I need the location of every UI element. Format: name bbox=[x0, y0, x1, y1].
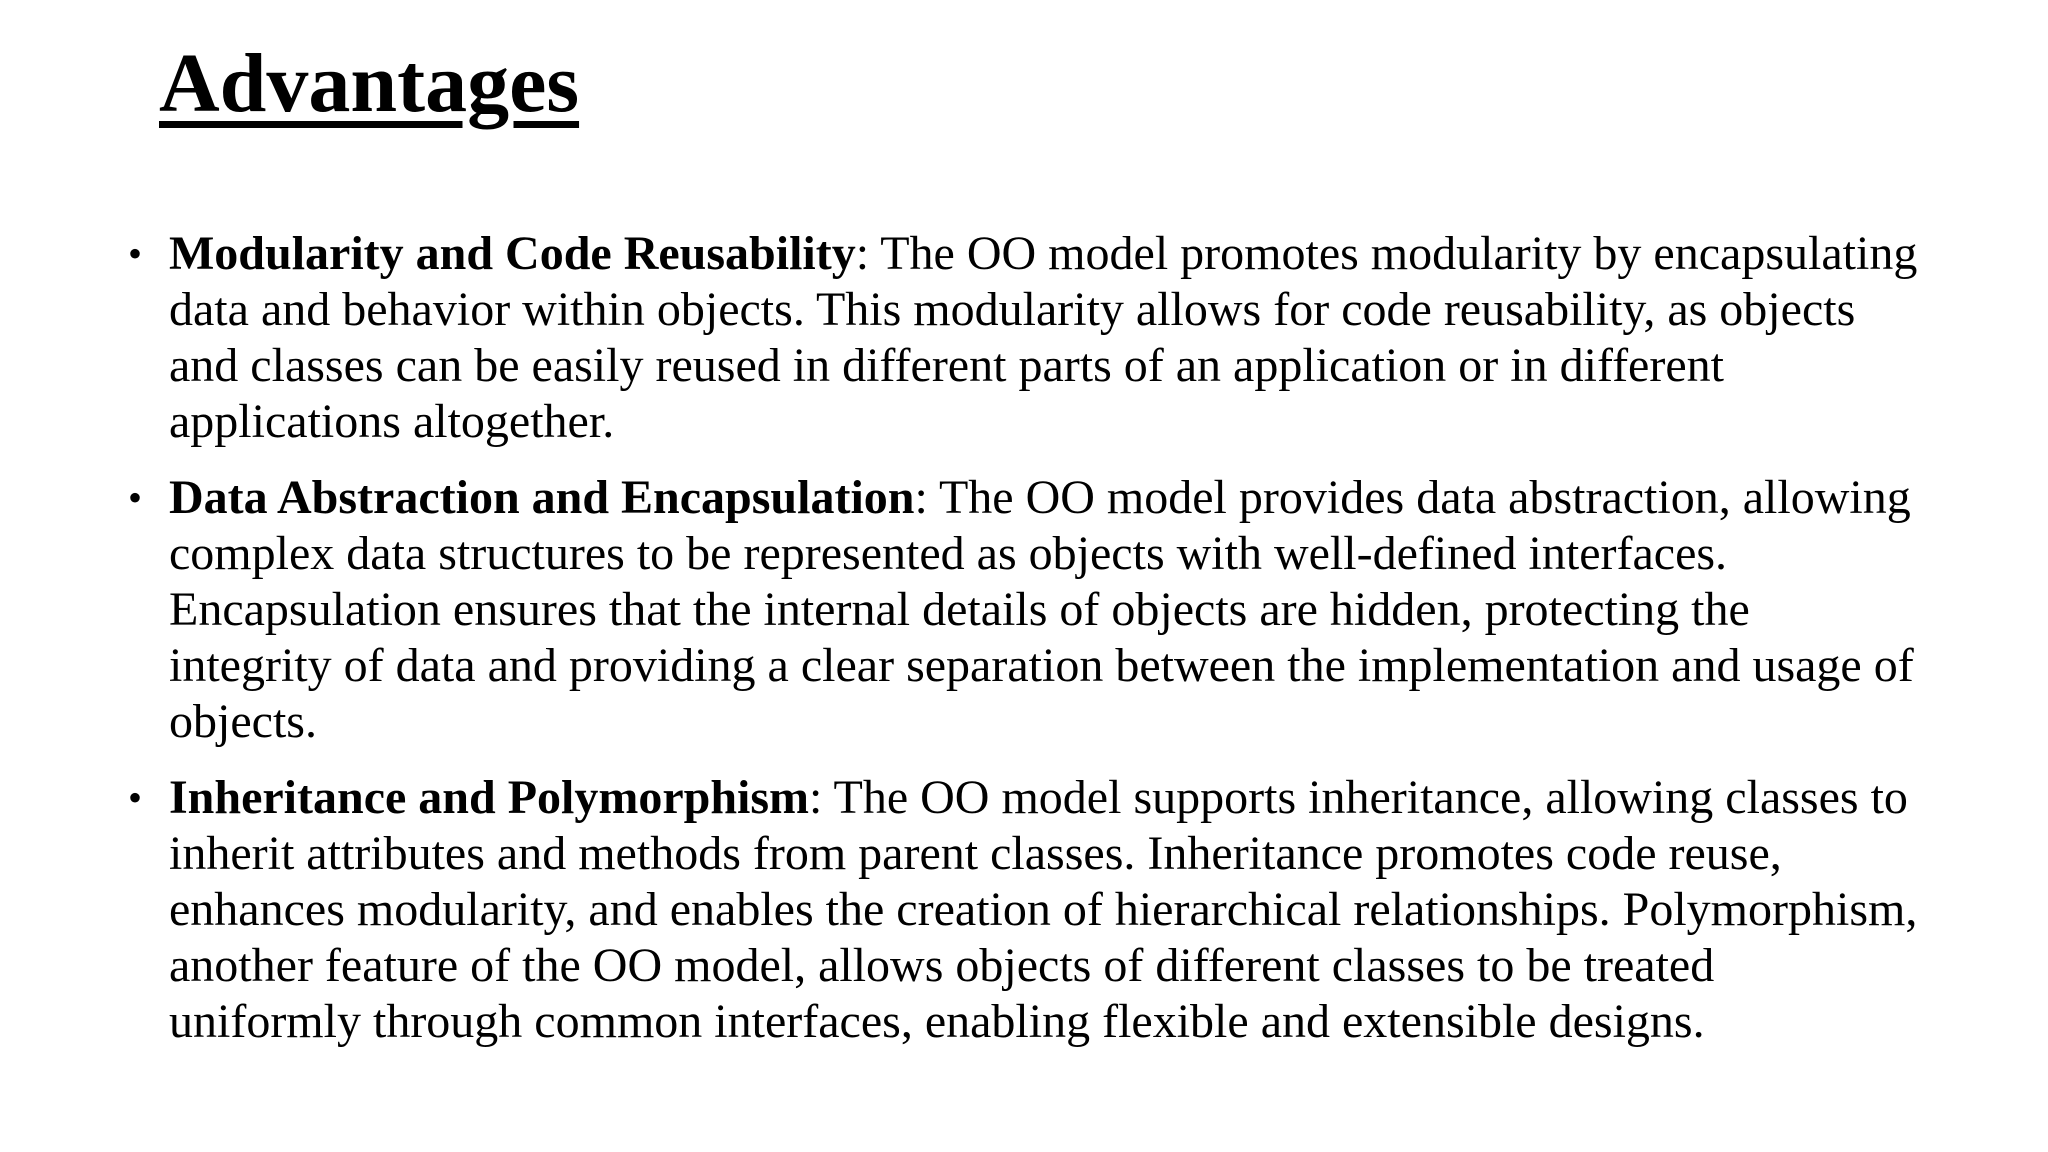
item-separator: : bbox=[809, 771, 823, 824]
slide-title: Advantages bbox=[159, 37, 580, 130]
item-term: Modularity and Code Reusability bbox=[169, 227, 856, 280]
list-item-modularity bbox=[128, 226, 1918, 450]
bullet-icon: • bbox=[128, 775, 143, 820]
item-description: The OO model promotes modularity by encapsulating data and behavior within objects. This modularity allows for code reusability, as objects and classes can be easily reused in different parts of an application or in different applications altogether. bbox=[169, 227, 1918, 448]
bullet-icon: • bbox=[128, 475, 143, 520]
item-term: Data Abstraction and Encapsulation bbox=[169, 471, 915, 524]
item-separator: : bbox=[914, 471, 928, 524]
item-term: Inheritance and Polymorphism bbox=[169, 771, 810, 824]
advantages-list bbox=[128, 226, 1918, 1070]
list-item-abstraction bbox=[128, 470, 1918, 750]
item-separator: : bbox=[855, 227, 870, 280]
list-item-inheritance bbox=[128, 770, 1918, 1050]
item-description: The OO model supports inheritance, allowing classes to inherit attributes and methods from parent classes. Inheritance promotes code reuse, enhances modularity, and enables the creation of hierarchical relationships. Polymorphism, another feature of the OO model, allows objects of different classes to be treated uniformly through common interfaces, enabling flexible and extensible designs. bbox=[169, 771, 1918, 1048]
bullet-icon: • bbox=[128, 231, 143, 276]
item-description: The OO model provides data abstraction, allowing complex data structures to be represented as objects with well-defined interfaces. Encapsulation ensures that the internal details of objects are hidden, protecting the integrity of data and providing a clear separation between the implementation and usage of objects. bbox=[169, 471, 1914, 748]
